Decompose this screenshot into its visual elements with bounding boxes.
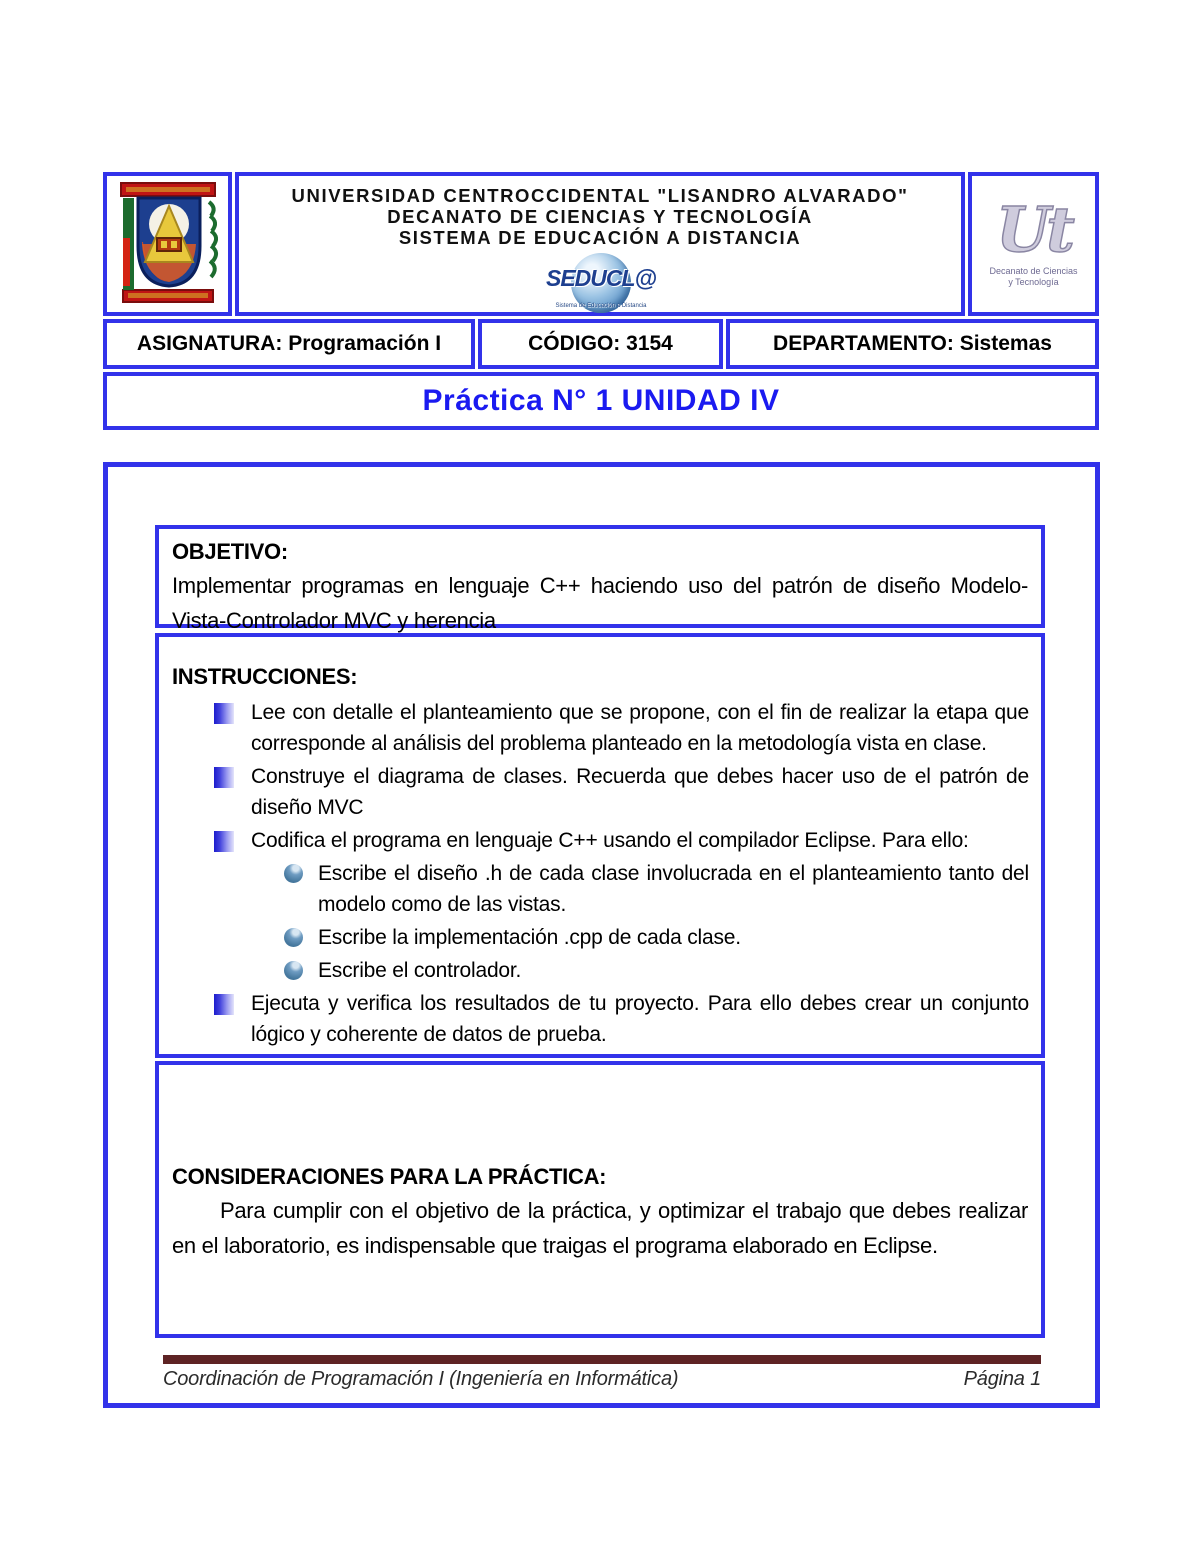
objetivo-body: Implementar programas en lenguaje C++ haciendo uso del patrón de diseño Modelo-Vista-Controlador MVC y herencia [172, 573, 1028, 633]
page-title: Práctica N° 1 UNIDAD IV [422, 384, 780, 417]
dcyt-caption-line1: Decanato de Ciencias [989, 266, 1078, 276]
dcyt-logo-caption [989, 266, 1077, 288]
course-info-row [103, 319, 1099, 369]
instruction-item [172, 825, 1033, 856]
dcyt-logo [968, 172, 1099, 316]
instruction-text: Construye el diagrama de clases. Recuerda que debes hacer uso de el patrón de diseño MVC [251, 765, 1029, 819]
header-center-cell [235, 172, 965, 316]
footer-divider-bar [163, 1355, 1041, 1364]
square-bullet-icon [214, 767, 234, 788]
square-bullet-icon [214, 831, 234, 852]
consideraciones-body: Para cumplir con el objetivo de la práctica, y optimizar el trabajo que debes realizar en el laboratorio, es indispensable que traigas el programa elaborado en Eclipse. [172, 1198, 1028, 1258]
objetivo-heading: OBJETIVO: [172, 539, 288, 564]
departamento-cell: DEPARTAMENTO: Sistemas [726, 319, 1099, 369]
dcyt-caption-line2: y Tecnología [1008, 277, 1059, 287]
instruction-item [172, 697, 1033, 759]
dcyt-logo-glyph: Ut [996, 193, 1071, 266]
instruction-subitem [172, 858, 1033, 920]
seducla-logo-text: SEDUCL@ [546, 265, 656, 291]
instruction-subtext: Escribe el controlador. [318, 959, 522, 982]
instruction-text: Lee con detalle el planteamiento que se propone, con el fin de realizar la etapa que corresponde al análisis del problema planteado en la metodología vista en clase. [251, 701, 1029, 755]
instrucciones-section [155, 633, 1045, 1058]
square-bullet-icon [214, 994, 234, 1015]
globe-bullet-icon [284, 864, 303, 883]
instruction-item [172, 761, 1033, 823]
ucla-shield-logo [103, 172, 232, 316]
footer-coordination-text: Coordinación de Programación I (Ingeniería en Informática) [163, 1368, 679, 1390]
consideraciones-heading: CONSIDERACIONES PARA LA PRÁCTICA: [172, 1164, 607, 1189]
consideraciones-section [155, 1061, 1045, 1338]
footer-page-number: Página 1 [963, 1368, 1041, 1390]
decanato-line: DECANATO DE CIENCIAS Y TECNOLOGÍA [387, 206, 813, 227]
instrucciones-heading: INSTRUCCIONES: [172, 664, 358, 689]
objetivo-section [155, 525, 1045, 633]
globe-bullet-icon [284, 961, 303, 980]
header-row-logos [103, 172, 1099, 316]
asignatura-cell: ASIGNATURA: Programación I [103, 319, 475, 369]
instrucciones-list [172, 697, 1033, 1050]
title-row [103, 372, 1099, 430]
main-content-box [103, 462, 1100, 1408]
instruction-subitem [172, 955, 1033, 986]
sistema-line: SISTEMA DE EDUCACIÓN A DISTANCIA [398, 227, 802, 248]
instruction-text: Codifica el programa en lenguaje C++ usando el compilador Eclipse. Para ello: [251, 829, 969, 852]
instruction-item [172, 988, 1033, 1050]
university-name: UNIVERSIDAD CENTROCCIDENTAL "LISANDRO ALVARADO" [291, 185, 909, 206]
header-table [103, 172, 1099, 430]
ucla-shield-icon [109, 180, 227, 308]
seducla-logo-caption: Sistema de Educación a Distancia [555, 303, 647, 309]
square-bullet-icon [214, 703, 234, 724]
instruction-subtext: Escribe la implementación .cpp de cada clase. [318, 926, 741, 949]
seducla-logo [535, 251, 665, 312]
instruction-text: Ejecuta y verifica los resultados de tu proyecto. Para ello debes crear un conjunto lógico y coherente de datos de prueba. [251, 992, 1029, 1046]
page-footer [163, 1368, 1041, 1391]
codigo-cell: CÓDIGO: 3154 [478, 319, 723, 369]
instruction-subitem [172, 922, 1033, 953]
globe-bullet-icon [284, 928, 303, 947]
instruction-subtext: Escribe el diseño .h de cada clase involucrada en el planteamiento tanto del modelo como de las vistas. [318, 862, 1029, 916]
